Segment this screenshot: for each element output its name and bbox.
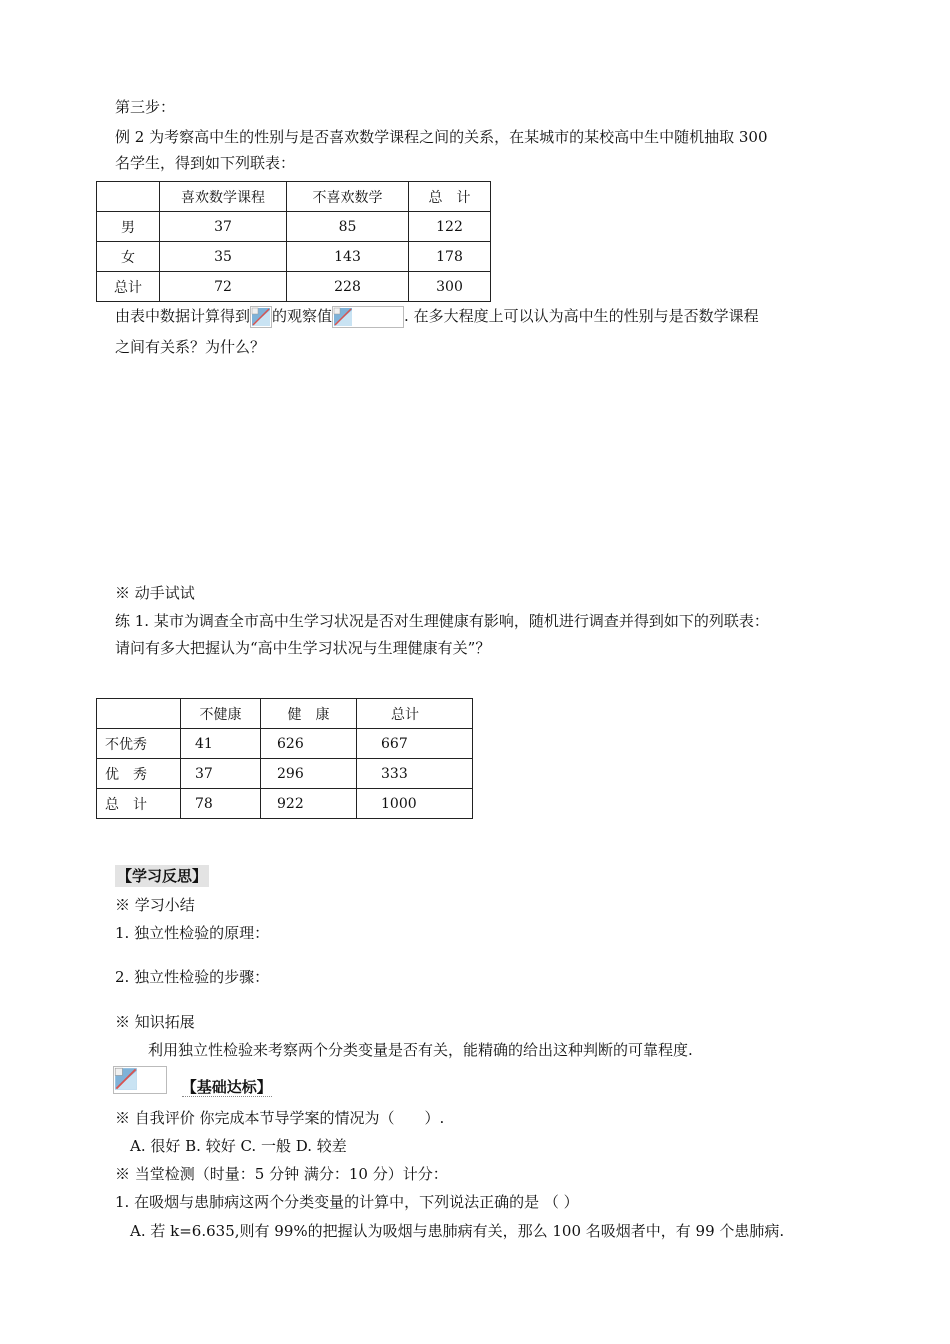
- quiz-heading: ※ 当堂检测（时量：5 分钟 满分：10 分）计分：: [115, 1165, 448, 1183]
- basics-title-row: [113, 1066, 272, 1094]
- table-cell: 总计: [97, 272, 160, 302]
- table-header-cell: 健 康: [261, 699, 357, 729]
- table-cell: 296: [261, 759, 357, 789]
- table-row: [97, 729, 473, 759]
- table-cell: 178: [409, 242, 491, 272]
- table-cell: 667: [357, 729, 473, 759]
- broken-image-icon: [113, 1066, 167, 1094]
- table-cell: 男: [97, 212, 160, 242]
- question-text-part-1: 由表中数据计算得到: [115, 307, 251, 325]
- question-text-part-2: 的观察值: [272, 307, 333, 325]
- example-2-question: [115, 305, 759, 328]
- summary-item-2: 2. 独立性检验的步骤：: [115, 968, 270, 986]
- table-cell: 228: [287, 272, 409, 302]
- table-header-cell: 喜欢数学课程: [160, 182, 287, 212]
- table-cell: 37: [181, 759, 261, 789]
- table-cell: 143: [287, 242, 409, 272]
- extend-heading: ※ 知识拓展: [115, 1013, 195, 1031]
- table-cell: 1000: [357, 789, 473, 819]
- table-cell: 不优秀: [97, 729, 181, 759]
- question-text-part-3: . 在多大程度上可以认为高中生的性别与是否数学课程: [404, 307, 759, 325]
- practice-line-1: 练 1. 某市为调查全市高中生学习状况是否对生理健康有影响，随机进行调查并得到如下的列联表：: [115, 612, 769, 630]
- table-cell: 300: [409, 272, 491, 302]
- example-2-line-2: 名学生，得到如下列联表：: [115, 154, 296, 172]
- table-row: [97, 272, 491, 302]
- health-study-table: [96, 698, 473, 819]
- table-cell: 优 秀: [97, 759, 181, 789]
- self-evaluation-options: A. 很好 B. 较好 C. 一般 D. 较差: [130, 1137, 347, 1155]
- table-cell: 72: [160, 272, 287, 302]
- table-header-cell: [97, 182, 160, 212]
- table-row: [97, 212, 491, 242]
- basics-title: 【基础达标】: [181, 1078, 272, 1096]
- table-header-cell: 总计: [357, 699, 473, 729]
- table-row: [97, 759, 473, 789]
- table-cell: 626: [261, 729, 357, 759]
- table-row: [97, 242, 491, 272]
- table-header-cell: 不健康: [181, 699, 261, 729]
- quiz-question-1: 1. 在吸烟与患肺病这两个分类变量的计算中，下列说法正确的是 （ ）: [115, 1193, 579, 1211]
- table-header-row: [97, 182, 491, 212]
- table-cell: 122: [409, 212, 491, 242]
- table-cell: 333: [357, 759, 473, 789]
- table-cell: 78: [181, 789, 261, 819]
- example-2-line-1: 例 2 为考察高中生的性别与是否喜欢数学课程之间的关系，在某城市的某校高中生中随机抽取 300: [115, 128, 768, 146]
- table-cell: 35: [160, 242, 287, 272]
- quiz-question-1-option-a: A. 若 k=6.635,则有 99%的把握认为吸烟与患肺病有关，那么 100 名吸烟者中，有 99 个患肺病.: [130, 1222, 785, 1240]
- table-cell: 41: [181, 729, 261, 759]
- practice-heading: ※ 动手试试: [115, 584, 195, 602]
- practice-line-2: 请问有多大把握认为“高中生学习状况与生理健康有关”？: [115, 639, 491, 657]
- table-cell: 总 计: [97, 789, 181, 819]
- table-cell: 37: [160, 212, 287, 242]
- broken-image-icon: [250, 306, 272, 328]
- summary-item-1: 1. 独立性检验的原理：: [115, 924, 270, 942]
- table-header-row: [97, 699, 473, 729]
- broken-image-icon: [332, 306, 404, 328]
- gender-math-table: [96, 181, 491, 302]
- step-heading: 第三步：: [115, 98, 176, 116]
- table-cell: 922: [261, 789, 357, 819]
- table-header-cell: [97, 699, 181, 729]
- table-cell: 85: [287, 212, 409, 242]
- extend-text: 利用独立性检验来考察两个分类变量是否有关，能精确的给出这种判断的可靠程度.: [148, 1041, 693, 1059]
- self-evaluation: ※ 自我评价 你完成本节导学案的情况为（ ）.: [115, 1109, 445, 1127]
- example-2-question-line-2: 之间有关系？为什么？: [115, 338, 266, 356]
- table-header-cell: 不喜欢数学: [287, 182, 409, 212]
- table-header-cell: 总 计: [409, 182, 491, 212]
- table-row: [97, 789, 473, 819]
- summary-heading: ※ 学习小结: [115, 896, 195, 914]
- reflection-title: 【学习反思】: [117, 867, 208, 885]
- table-cell: 女: [97, 242, 160, 272]
